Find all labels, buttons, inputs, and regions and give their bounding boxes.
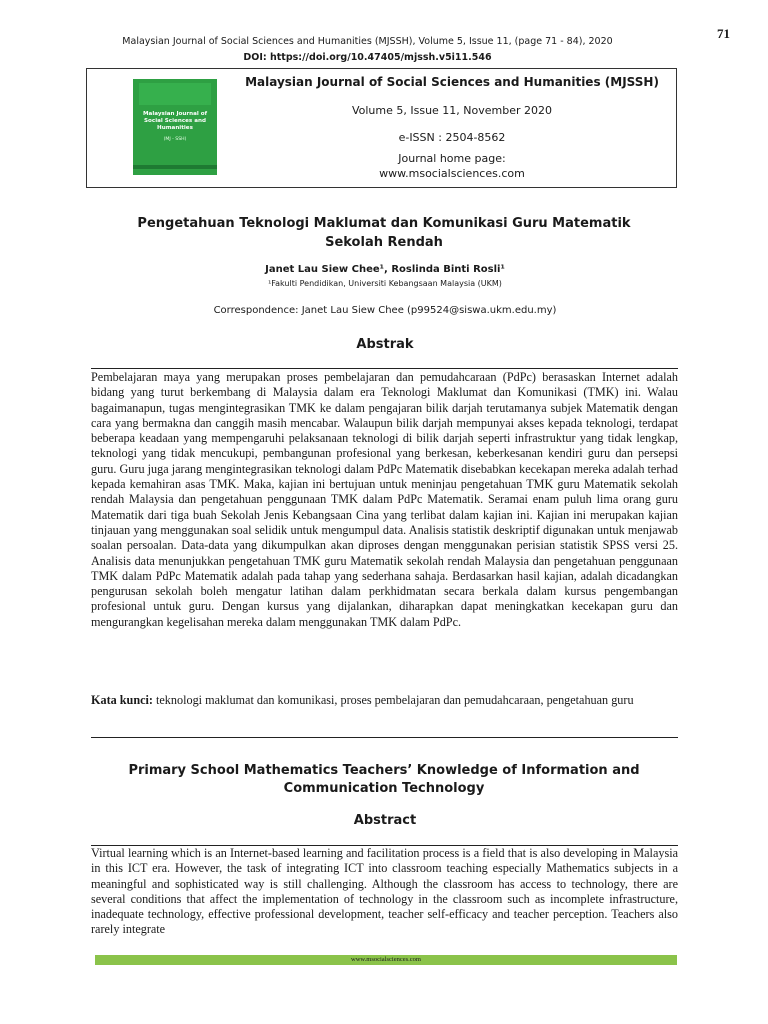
divider	[91, 368, 678, 369]
correspondence: Correspondence: Janet Lau Siew Chee (p99524@siswa.ukm.edu.my)	[213, 305, 557, 316]
cover-code: (MJ - SSH)	[163, 137, 187, 142]
abstract-heading: Abstract	[353, 813, 417, 828]
footer-link[interactable]: www.msocialsciences.com	[351, 956, 421, 963]
affiliation: ¹Fakulti Pendidikan, Universiti Kebangsaan Malaysia (UKM)	[268, 279, 502, 288]
journal-citation: Malaysian Journal of Social Sciences and Humanities (MJSSH), Volume 5, Issue 11, (page 71 - 84), 2020	[122, 36, 613, 47]
journal-issn: e-ISSN : 2504-8562	[398, 131, 506, 144]
homepage-link[interactable]: www.msocialsciences.com	[379, 167, 525, 180]
abstract-body: Virtual learning which is an Internet-based learning and facilitation process is a field that is also developing in Malaysia in this ICT era. However, the task of integrating ICT into classroom teaching especially Mathematics subjects in a meaningful and sophisticated way is still challenging. Although the classroom has access to technology, there are several conditions that affect the implementation of technology in the classroom such as incomplete infrastructure, inadequate technology, effective professional development, teacher self-efficacy and teacher perception. Teachers also rarely integrate	[91, 846, 678, 937]
cover-title: Malaysian Journal of Social Sciences and Humanities	[142, 111, 208, 131]
doi-link[interactable]: DOI: https://doi.org/10.47405/mjssh.v5i11.546	[243, 52, 492, 63]
keywords-text: teknologi maklumat dan komunikasi, proses pembelajaran dan pemudahcaraan, pengetahuan guru	[152, 693, 634, 707]
article-title-malay: Pengetahuan Teknologi Maklumat dan Komunikasi Guru Matematik Sekolah Rendah	[137, 216, 631, 250]
journal-cover-image	[133, 79, 217, 175]
journal-volume: Volume 5, Issue 11, November 2020	[351, 104, 553, 117]
page-number: 71	[717, 26, 730, 41]
homepage-label: Journal home page:	[398, 152, 506, 165]
cover-banner	[139, 83, 211, 105]
keywords-label: Kata kunci:	[91, 693, 153, 707]
authors: Janet Lau Siew Chee¹, Roslinda Binti Rosli¹	[265, 264, 505, 275]
abstrak-heading: Abstrak	[356, 337, 414, 352]
divider	[91, 737, 678, 738]
article-title-english: Primary School Mathematics Teachers’ Knowledge of Information and Communication Technology	[128, 763, 640, 796]
journal-name: Malaysian Journal of Social Sciences and Humanities (MJSSH)	[245, 75, 659, 89]
abstrak-body: Pembelajaran maya yang merupakan proses pembelajaran dan pemudahcaraan (PdPc) berasaskan Internet adalah bidang yang turut berkembang di Malaysia dalam era Teknologi Maklumat dan Komunikasi (TMK) ini. Walau bagaimanapun, tugas mengintegrasikan TMK ke dalam pengajaran bilik darjah terutamanya subjek Matematik dengan cara yang bermakna dan canggih masih mencabar. Walaupun bilik darjah mempunyai akses kepada teknologi, terdapat beberapa keadaan yang mempengaruhi pelaksanaan teknologi di bilik darjah seperti infrastruktur yang tidak lengkap, teknologi yang tidak mencukupi, pembangunan profesional yang berkesan, keberkesanan kendiri guru dan persepsi guru. Guru juga jarang mengintegrasikan teknologi dalam PdPc Matematik disebabkan kecekapan mereka adalah terhad kepada kemahiran asas TMK. Maka, kajian ini bertujuan untuk meninjau pengetahuan TMK guru Matematik sekolah rendah Malaysia dan pengetahuan penggunaan TMK dalam PdPc Matematik. Seramai enam puluh lima orang guru Matematik dari tiga buah Sekolah Jenis Kebangsaan Cina yang terlibat dalam kajian ini. Kajian ini merupakan kajian tinjauan yang menggunakan soal selidik untuk mengumpul data. Analisis statistik deskriptif digunakan untuk menjawab soalan persoalan. Data-data yang dikumpulkan akan diproses dengan menggunakan perisian statistik SPSS versi 25. Analisis data menunjukkan pengetahuan TMK guru Matematik sekolah rendah Malaysia dan pengetahuan penggunaan TMK dalam PdPc Matematik adalah pada tahap yang sederhana sahaja. Berdasarkan hasil kajian, adalah dicadangkan pengurusan sekolah boleh mengatur latihan dalam perkhidmatan secara berkala dalam kursus pengembangan profesional untuk guru. Dengan kursus yang dijalankan, diharapkan dapat meningkatkan kecekapan guru dan mengurangkan kegelisahan mereka dalam menggunakan TMK dalam PdPc.	[91, 370, 678, 629]
keywords	[91, 693, 678, 708]
cover-strip	[133, 165, 217, 169]
